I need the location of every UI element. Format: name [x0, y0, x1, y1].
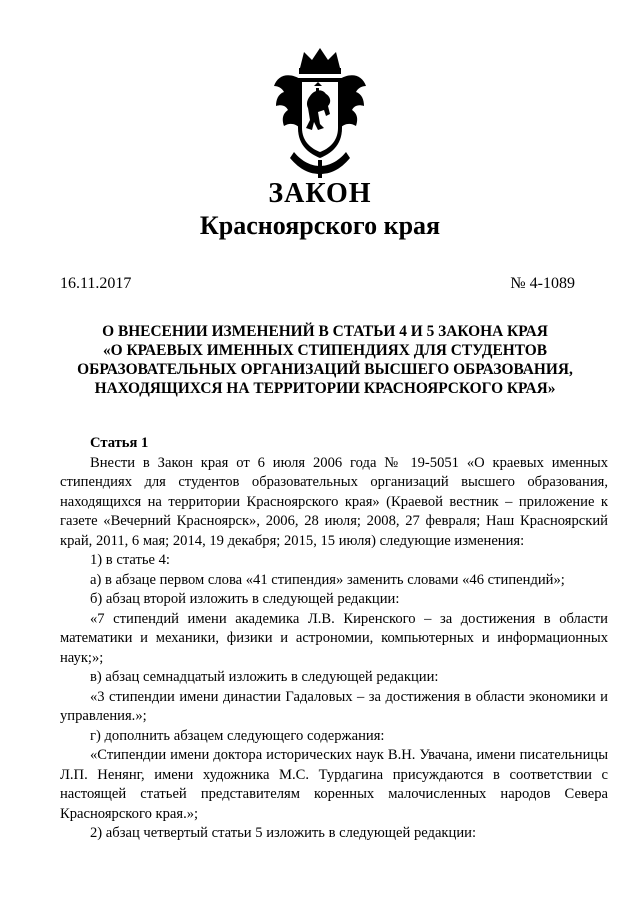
heading-line: О ВНЕСЕНИИ ИЗМЕНЕНИЙ В СТАТЬИ 4 И 5 ЗАКОНА КРАЯ [102, 323, 548, 340]
paragraph: б) абзац второй изложить в следующей редакции: [90, 591, 400, 607]
paragraph: «7 стипендий имени академика Л.В. Киренского – за достижения в области математики и механики, физики и астрономии, компьютерных и информационных наук;»; [60, 610, 608, 666]
law-title: ЗАКОН [268, 178, 372, 209]
heading-line: НАХОДЯЩИХСЯ НА ТЕРРИТОРИИ КРАСНОЯРСКОГО КРАЯ» [94, 380, 556, 397]
paragraph: Внести в Закон края от 6 июля 2006 года № 19-5051 «О краевых именных стипендиях для студентов образовательных организаций высшего образования, находящихся на территории Красноярского края» (Краевой вестник – приложение к газете «Вечерний Красноярск», 2006, 28 июля; 2008, 27 февраля; Наш Красноярский край, 2011, 6 мая; 2014, 19 декабря; 2015, 15 июля) следующие изменения: [60, 454, 608, 549]
krasnoyarsk-krai-coat-of-arms-icon [272, 46, 368, 180]
paragraph: г) дополнить абзацем следующего содержания: [90, 727, 385, 744]
law-number: № 4-1089 [510, 275, 575, 292]
paragraph: 1) в статье 4: [90, 552, 170, 568]
heading-line: «О КРАЕВЫХ ИМЕННЫХ СТИПЕНДИЯХ ДЛЯ СТУДЕНТОВ [102, 342, 548, 359]
paragraph: «3 стипендии имени династии Гадаловых – за достижения в области экономики и управления.»; [60, 688, 608, 724]
law-subtitle: Красноярского края [199, 211, 441, 240]
paragraph: в) абзац семнадцатый изложить в следующей редакции: [90, 669, 439, 685]
paragraph: «Стипендии имени доктора исторических наук В.Н. Увачана, имени писательницы Л.П. Ненянг, имени художника М.С. Турдагина присуждаются в соответствии с настоящей статьей представителям коренных малочисленных народов Севера Красноярского края.»; [60, 747, 608, 822]
law-heading [60, 322, 590, 398]
law-date: 16.11.2017 [60, 275, 132, 292]
article-body [60, 434, 608, 844]
heading-line: ОБРАЗОВАТЕЛЬНЫХ ОРГАНИЗАЦИЙ ВЫСШЕГО ОБРАЗОВАНИЯ, [77, 361, 573, 378]
paragraph: а) в абзаце первом слова «41 стипендия» заменить словами «46 стипендий»; [90, 571, 565, 588]
paragraph: 2) абзац четвертый статьи 5 изложить в следующей редакции: [90, 825, 477, 841]
article-title: Статья 1 [90, 435, 149, 451]
